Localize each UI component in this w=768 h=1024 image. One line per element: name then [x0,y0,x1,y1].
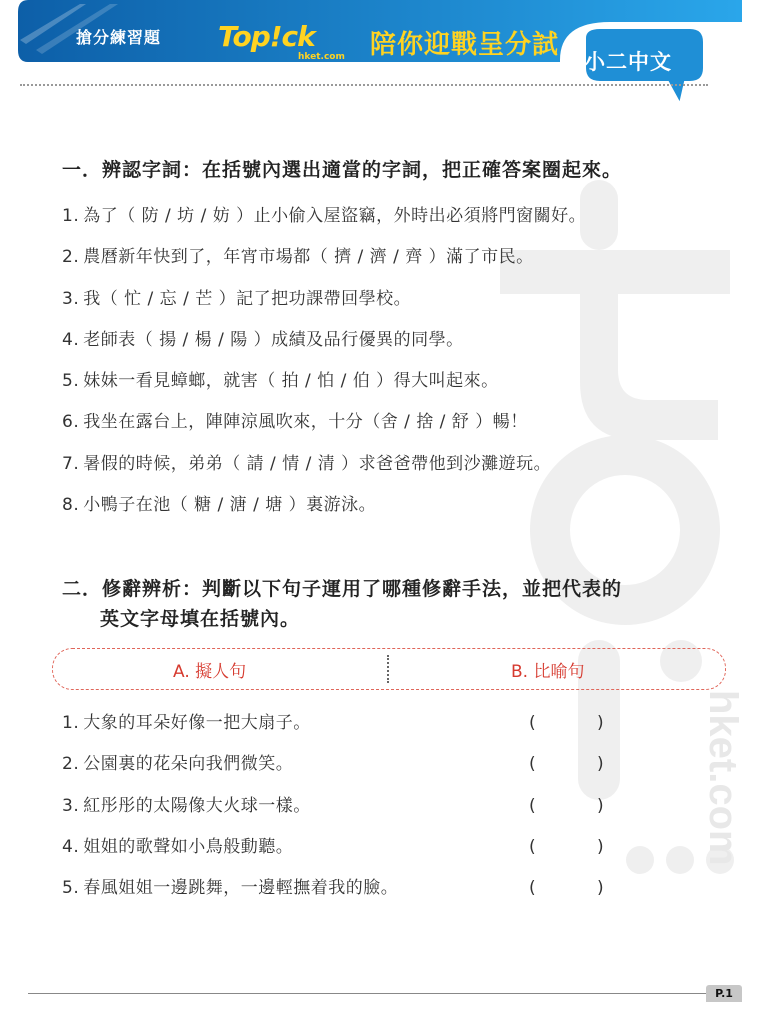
topick-logo-subtitle: hket.com [298,52,345,62]
page-number: P.1 [706,985,742,1002]
list-item [62,286,586,327]
grade-badge: 小二中文 [584,50,672,74]
answer-blank-close: ) [597,713,605,733]
question-number: 7. [62,453,80,474]
answer-blank-close: ) [597,795,605,816]
list-item [62,710,622,751]
answer-blank-close: ) [597,836,605,857]
watermark-text: hket.com [701,690,745,866]
exercise-tag: 搶分練習題 [76,28,162,47]
question-number: 5. [62,878,80,899]
question-number: 1. [62,206,80,226]
question-text: 春風姐姐一邊跳舞，一邊輕撫着我的臉。 [83,878,399,899]
question-text: 老師表（ 揚 / 楊 / 陽 ）成績及品行優異的同學。 [83,329,464,350]
question-number: 2. [62,247,80,268]
question-text: 姐姐的歌聲如小鳥般動聽。 [83,836,294,857]
answer-blank-close: ) [597,754,605,775]
header-divider [20,84,708,86]
list-item [62,203,586,244]
list-item [62,451,586,492]
question-number: 5. [62,371,80,392]
answer-blank-open[interactable]: ( [529,754,537,775]
choices-box [52,648,726,690]
question-text: 為了（ 防 / 坊 / 妨 ）止小偷入屋盜竊，外時出必須將門窗關好。 [83,206,587,226]
question-text: 暑假的時候，弟弟（ 請 / 情 / 清 ）求爸爸帶他到沙灘遊玩。 [83,453,552,474]
question-text: 妹妹一看見蟑螂，就害（ 拍 / 怕 / 伯 ）得大叫起來。 [83,371,499,392]
answer-blank-open[interactable]: ( [529,878,537,899]
question-number: 3. [62,795,80,816]
topick-logo: Top!ck [218,20,315,53]
section2-heading-line2: 英文字母填在括號內。 [100,608,301,630]
list-item [62,409,586,450]
footer-line [28,993,712,994]
question-text: 小鴨子在池（ 糖 / 溏 / 塘 ）裏游泳。 [83,495,377,516]
list-item [62,793,622,834]
section2-heading-line1: 二．修辭辨析：判斷以下句子運用了哪種修辭手法，並把代表的 [62,578,623,600]
question-number: 2. [62,754,80,775]
question-number: 4. [62,836,80,857]
question-text: 我（ 忙 / 忘 / 芒 ）記了把功課帶回學校。 [83,288,412,309]
question-number: 1. [62,713,80,733]
question-number: 8. [62,495,80,516]
answer-blank-open[interactable]: ( [529,713,537,733]
banner-title: 陪你迎戰呈分試 [370,30,560,60]
section1-question-list [62,203,586,533]
question-text: 大象的耳朵好像一把大扇子。 [83,713,311,733]
list-item [62,751,622,792]
question-number: 6. [62,412,80,433]
answer-blank-open[interactable]: ( [529,836,537,857]
list-item [62,834,622,875]
question-number: 3. [62,288,80,309]
list-item [62,368,586,409]
question-number: 4. [62,329,80,350]
list-item [62,492,586,533]
question-text: 公園裏的花朵向我們微笑。 [83,754,294,775]
choice-a-label: A. 擬人句 [173,662,247,682]
question-text: 紅彤彤的太陽像大火球一樣。 [83,795,311,816]
answer-blank-open[interactable]: ( [529,795,537,816]
section2-question-list [62,710,622,916]
list-item [62,327,586,368]
list-item [62,875,622,916]
section1-heading: 一．辨認字詞：在括號內選出適當的字詞，把正確答案圈起來。 [62,159,623,181]
choices-divider [387,655,389,683]
question-text: 農曆新年快到了，年宵市場都（ 擠 / 濟 / 齊 ）滿了市民。 [83,247,534,268]
header-banner [0,0,768,110]
answer-blank-close: ) [597,878,605,899]
question-text: 我坐在露台上，陣陣涼風吹來，十分（舍 / 捨 / 舒 ）暢！ [83,412,528,433]
list-item [62,244,586,285]
choice-b-label: B. 比喻句 [511,662,585,682]
